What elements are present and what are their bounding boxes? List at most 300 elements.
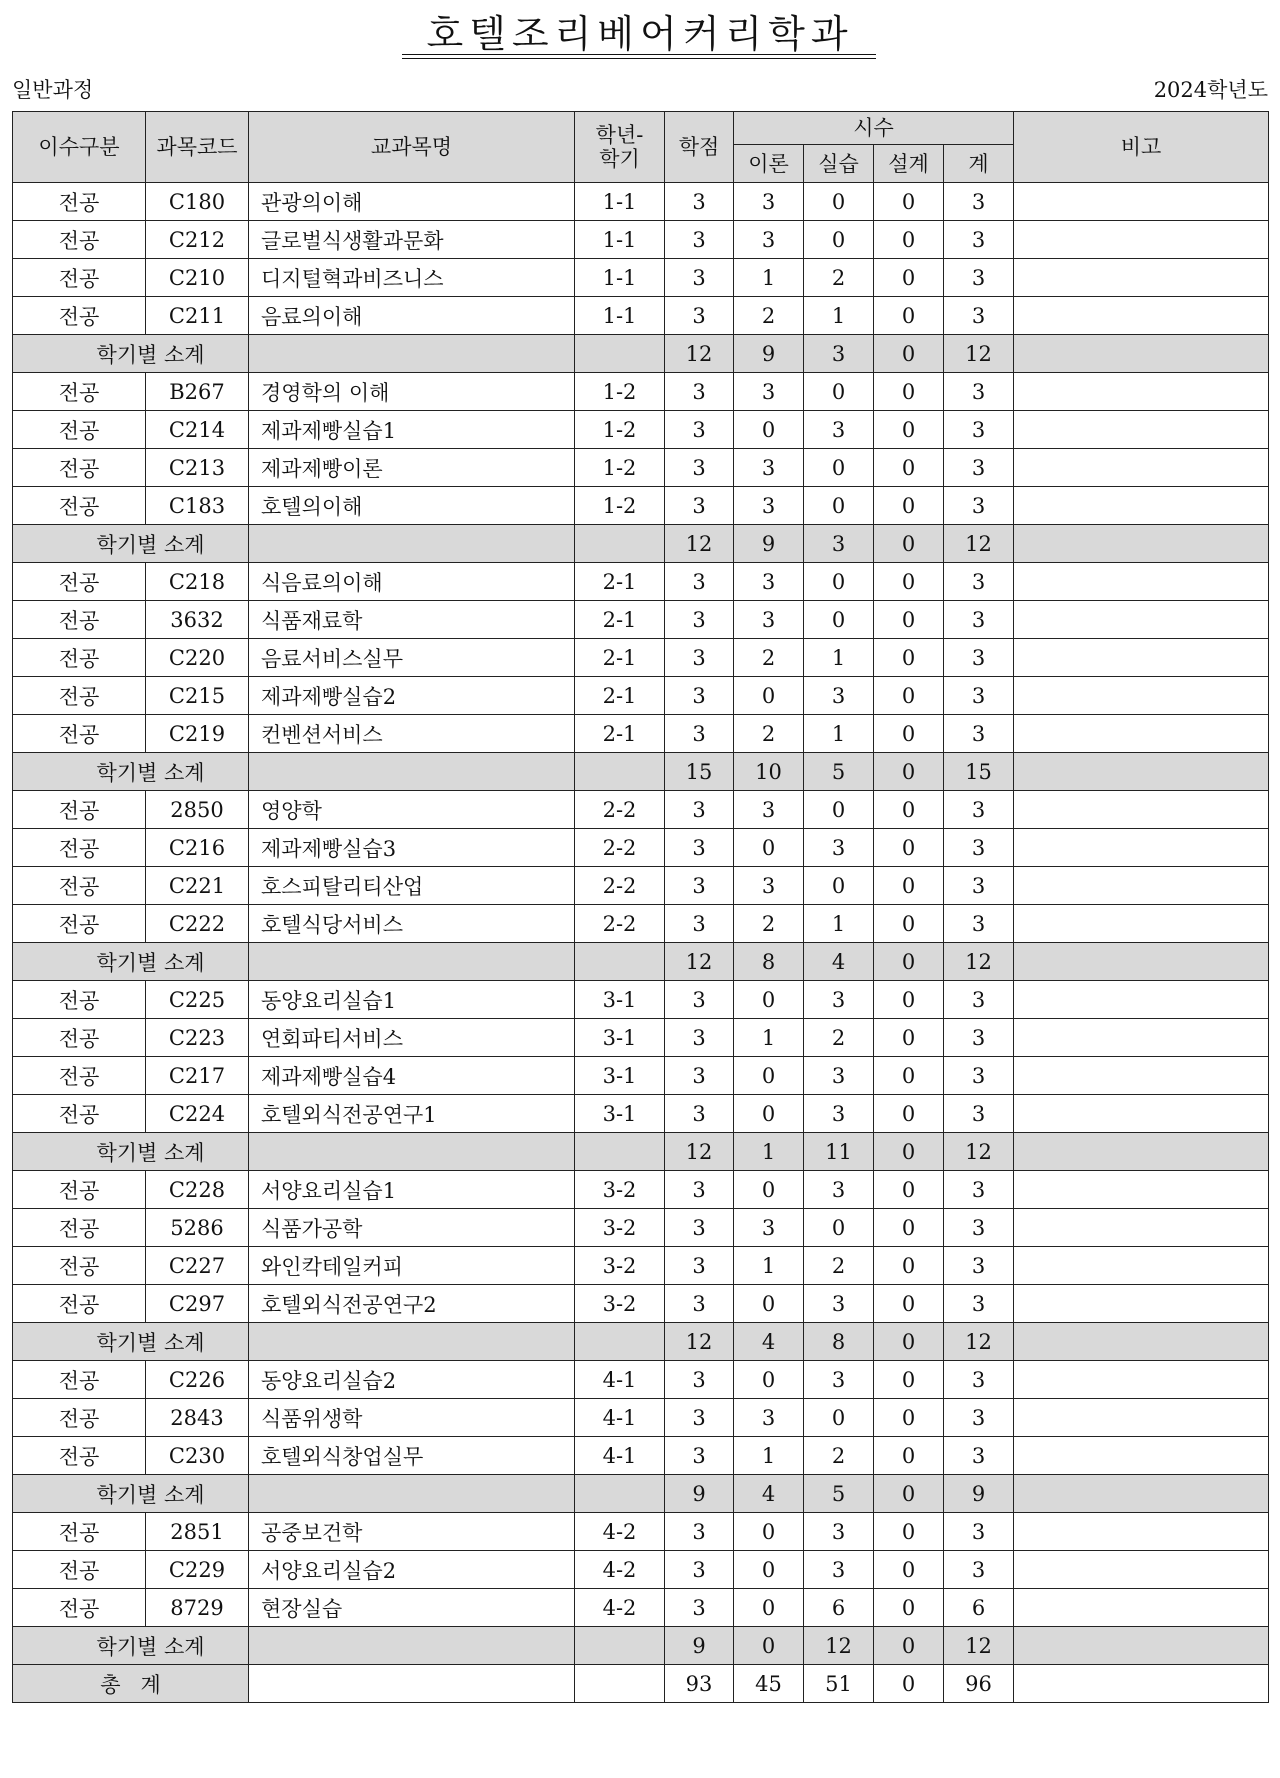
course-credits: 3	[665, 1247, 734, 1285]
subtotal-empty-name	[249, 1627, 575, 1665]
course-year-semester: 3-2	[575, 1247, 665, 1285]
course-name: 경영학의 이해	[249, 373, 575, 411]
subtotal-remarks	[1014, 1133, 1269, 1171]
course-row	[13, 1513, 1269, 1551]
course-total-hours: 3	[944, 221, 1014, 259]
subtotal-practice-hours: 5	[804, 1475, 874, 1513]
course-practice-hours: 3	[804, 1513, 874, 1551]
course-category: 전공	[13, 1285, 146, 1323]
subtotal-practice-hours: 12	[804, 1627, 874, 1665]
course-name: 연회파티서비스	[249, 1019, 575, 1057]
course-name: 음료서비스실무	[249, 639, 575, 677]
course-total-hours: 3	[944, 981, 1014, 1019]
course-category: 전공	[13, 677, 146, 715]
course-code: C211	[146, 297, 249, 335]
course-row	[13, 1019, 1269, 1057]
course-theory-hours: 3	[734, 449, 804, 487]
course-total-hours: 3	[944, 259, 1014, 297]
course-credits: 3	[665, 563, 734, 601]
course-row	[13, 563, 1269, 601]
subtotal-label: 학기별 소계	[13, 1627, 249, 1665]
course-name: 음료의이해	[249, 297, 575, 335]
course-theory-hours: 1	[734, 1247, 804, 1285]
course-remarks	[1014, 829, 1269, 867]
grand-total-label: 총 계	[13, 1665, 249, 1703]
course-category: 전공	[13, 373, 146, 411]
course-credits: 3	[665, 677, 734, 715]
course-category: 전공	[13, 221, 146, 259]
course-design-hours: 0	[874, 373, 944, 411]
course-credits: 3	[665, 829, 734, 867]
subtotal-empty-ys	[575, 943, 665, 981]
subtotal-empty-ys	[575, 1627, 665, 1665]
course-year-semester: 3-1	[575, 1057, 665, 1095]
subtotal-empty-name	[249, 525, 575, 563]
header-code: 과목코드	[146, 112, 249, 183]
course-design-hours: 0	[874, 1095, 944, 1133]
semester-subtotal-row	[13, 1627, 1269, 1665]
curriculum-table	[12, 111, 1269, 1703]
course-theory-hours: 3	[734, 601, 804, 639]
course-practice-hours: 2	[804, 1247, 874, 1285]
academic-year: 2024학년도	[1153, 78, 1268, 102]
course-credits: 3	[665, 791, 734, 829]
course-name: 동양요리실습1	[249, 981, 575, 1019]
course-code: C230	[146, 1437, 249, 1475]
subtotal-theory-hours: 4	[734, 1475, 804, 1513]
course-year-semester: 2-1	[575, 639, 665, 677]
subtotal-empty-name	[249, 943, 575, 981]
subtotal-remarks	[1014, 335, 1269, 373]
course-design-hours: 0	[874, 1285, 944, 1323]
course-category: 전공	[13, 259, 146, 297]
course-practice-hours: 1	[804, 905, 874, 943]
course-code: C226	[146, 1361, 249, 1399]
course-practice-hours: 1	[804, 639, 874, 677]
course-design-hours: 0	[874, 297, 944, 335]
course-row	[13, 1399, 1269, 1437]
course-theory-hours: 3	[734, 373, 804, 411]
course-row	[13, 791, 1269, 829]
course-row	[13, 639, 1269, 677]
course-remarks	[1014, 791, 1269, 829]
course-row	[13, 297, 1269, 335]
grand-theory-hours: 45	[734, 1665, 804, 1703]
course-credits: 3	[665, 601, 734, 639]
course-row	[13, 1437, 1269, 1475]
course-category: 전공	[13, 183, 146, 221]
course-code: 3632	[146, 601, 249, 639]
course-code: 5286	[146, 1209, 249, 1247]
grand-design-hours: 0	[874, 1665, 944, 1703]
course-name: 디지털혁과비즈니스	[249, 259, 575, 297]
course-category: 전공	[13, 1209, 146, 1247]
course-code: B267	[146, 373, 249, 411]
course-category: 전공	[13, 981, 146, 1019]
course-year-semester: 2-2	[575, 791, 665, 829]
course-remarks	[1014, 905, 1269, 943]
subtotal-design-hours: 0	[874, 525, 944, 563]
course-theory-hours: 3	[734, 1399, 804, 1437]
subtotal-label: 학기별 소계	[13, 335, 249, 373]
course-name: 호텔외식창업실무	[249, 1437, 575, 1475]
course-name: 제과제빵이론	[249, 449, 575, 487]
course-category: 전공	[13, 487, 146, 525]
course-code: C222	[146, 905, 249, 943]
subtotal-credits: 12	[665, 1133, 734, 1171]
course-remarks	[1014, 715, 1269, 753]
subtotal-theory-hours: 9	[734, 525, 804, 563]
course-theory-hours: 3	[734, 487, 804, 525]
course-practice-hours: 0	[804, 449, 874, 487]
course-remarks	[1014, 563, 1269, 601]
course-theory-hours: 0	[734, 411, 804, 449]
course-row	[13, 1589, 1269, 1627]
course-practice-hours: 0	[804, 601, 874, 639]
course-year-semester: 3-2	[575, 1171, 665, 1209]
subtotal-remarks	[1014, 753, 1269, 791]
course-year-semester: 1-1	[575, 221, 665, 259]
subtotal-remarks	[1014, 1627, 1269, 1665]
course-year-semester: 2-1	[575, 563, 665, 601]
subtotal-practice-hours: 4	[804, 943, 874, 981]
course-theory-hours: 0	[734, 1361, 804, 1399]
semester-subtotal-row	[13, 1133, 1269, 1171]
course-code: C220	[146, 639, 249, 677]
course-total-hours: 6	[944, 1589, 1014, 1627]
course-remarks	[1014, 601, 1269, 639]
course-credits: 3	[665, 1361, 734, 1399]
course-year-semester: 3-1	[575, 981, 665, 1019]
course-type: 일반과정	[12, 78, 94, 102]
grand-credits: 93	[665, 1665, 734, 1703]
course-row	[13, 1551, 1269, 1589]
course-code: C221	[146, 867, 249, 905]
subtotal-total-hours: 9	[944, 1475, 1014, 1513]
course-remarks	[1014, 639, 1269, 677]
course-remarks	[1014, 1057, 1269, 1095]
course-design-hours: 0	[874, 677, 944, 715]
course-practice-hours: 3	[804, 981, 874, 1019]
course-name: 호텔의이해	[249, 487, 575, 525]
course-code: C215	[146, 677, 249, 715]
course-total-hours: 3	[944, 1247, 1014, 1285]
course-credits: 3	[665, 1513, 734, 1551]
course-category: 전공	[13, 1361, 146, 1399]
subtotal-label: 학기별 소계	[13, 753, 249, 791]
course-year-semester: 2-1	[575, 677, 665, 715]
subtotal-total-hours: 12	[944, 525, 1014, 563]
course-practice-hours: 0	[804, 183, 874, 221]
subtotal-design-hours: 0	[874, 1323, 944, 1361]
course-row	[13, 1285, 1269, 1323]
course-total-hours: 3	[944, 639, 1014, 677]
course-name: 식음료의이해	[249, 563, 575, 601]
grand-total-hours: 96	[944, 1665, 1014, 1703]
course-practice-hours: 2	[804, 1437, 874, 1475]
subtotal-remarks	[1014, 943, 1269, 981]
subtotal-total-hours: 12	[944, 943, 1014, 981]
subtotal-practice-hours: 3	[804, 335, 874, 373]
course-remarks	[1014, 677, 1269, 715]
course-theory-hours: 0	[734, 1513, 804, 1551]
course-row	[13, 981, 1269, 1019]
subtotal-theory-hours: 8	[734, 943, 804, 981]
course-theory-hours: 3	[734, 867, 804, 905]
course-year-semester: 4-2	[575, 1551, 665, 1589]
course-total-hours: 3	[944, 1057, 1014, 1095]
course-total-hours: 3	[944, 1209, 1014, 1247]
course-credits: 3	[665, 639, 734, 677]
course-theory-hours: 0	[734, 981, 804, 1019]
course-design-hours: 0	[874, 259, 944, 297]
header-total: 계	[944, 145, 1014, 183]
course-practice-hours: 0	[804, 1209, 874, 1247]
course-code: C229	[146, 1551, 249, 1589]
course-total-hours: 3	[944, 373, 1014, 411]
course-remarks	[1014, 411, 1269, 449]
course-code: C218	[146, 563, 249, 601]
course-name: 와인칵테일커피	[249, 1247, 575, 1285]
course-category: 전공	[13, 1247, 146, 1285]
course-row	[13, 1095, 1269, 1133]
course-remarks	[1014, 1171, 1269, 1209]
course-practice-hours: 0	[804, 487, 874, 525]
course-practice-hours: 3	[804, 829, 874, 867]
course-category: 전공	[13, 829, 146, 867]
course-category: 전공	[13, 905, 146, 943]
grand-empty-name	[249, 1665, 575, 1703]
course-year-semester: 4-1	[575, 1361, 665, 1399]
subtotal-label: 학기별 소계	[13, 943, 249, 981]
course-name: 식품가공학	[249, 1209, 575, 1247]
course-design-hours: 0	[874, 183, 944, 221]
course-practice-hours: 0	[804, 791, 874, 829]
subtotal-credits: 12	[665, 525, 734, 563]
course-total-hours: 3	[944, 601, 1014, 639]
course-total-hours: 3	[944, 1285, 1014, 1323]
subtotal-theory-hours: 10	[734, 753, 804, 791]
subtotal-practice-hours: 8	[804, 1323, 874, 1361]
course-design-hours: 0	[874, 449, 944, 487]
course-row	[13, 601, 1269, 639]
grand-total-row	[13, 1665, 1269, 1703]
course-category: 전공	[13, 1589, 146, 1627]
course-code: C213	[146, 449, 249, 487]
course-row	[13, 1171, 1269, 1209]
header-credits: 학점	[665, 112, 734, 183]
course-remarks	[1014, 1437, 1269, 1475]
course-remarks	[1014, 259, 1269, 297]
course-year-semester: 3-2	[575, 1285, 665, 1323]
semester-subtotal-row	[13, 1475, 1269, 1513]
course-year-semester: 4-1	[575, 1399, 665, 1437]
course-row	[13, 221, 1269, 259]
course-name: 제과제빵실습1	[249, 411, 575, 449]
course-row	[13, 411, 1269, 449]
course-year-semester: 4-2	[575, 1589, 665, 1627]
course-code: 2843	[146, 1399, 249, 1437]
course-design-hours: 0	[874, 1171, 944, 1209]
header-year-semester: 학년- 학기	[575, 112, 665, 183]
subtotal-design-hours: 0	[874, 943, 944, 981]
course-row	[13, 905, 1269, 943]
course-practice-hours: 0	[804, 867, 874, 905]
subtotal-credits: 12	[665, 335, 734, 373]
course-code: C297	[146, 1285, 249, 1323]
course-design-hours: 0	[874, 601, 944, 639]
subtotal-label: 학기별 소계	[13, 1475, 249, 1513]
course-design-hours: 0	[874, 1399, 944, 1437]
course-total-hours: 3	[944, 867, 1014, 905]
course-name: 제과제빵실습4	[249, 1057, 575, 1095]
course-design-hours: 0	[874, 639, 944, 677]
subtotal-remarks	[1014, 1323, 1269, 1361]
course-design-hours: 0	[874, 1551, 944, 1589]
subtotal-theory-hours: 4	[734, 1323, 804, 1361]
course-theory-hours: 3	[734, 1209, 804, 1247]
course-theory-hours: 1	[734, 1019, 804, 1057]
course-credits: 3	[665, 411, 734, 449]
course-code: C216	[146, 829, 249, 867]
course-code: C214	[146, 411, 249, 449]
course-row	[13, 1209, 1269, 1247]
course-name: 제과제빵실습3	[249, 829, 575, 867]
course-category: 전공	[13, 563, 146, 601]
course-remarks	[1014, 1095, 1269, 1133]
course-credits: 3	[665, 1551, 734, 1589]
course-code: C180	[146, 183, 249, 221]
course-row	[13, 1057, 1269, 1095]
course-year-semester: 2-2	[575, 905, 665, 943]
course-total-hours: 3	[944, 563, 1014, 601]
subtotal-total-hours: 12	[944, 1133, 1014, 1171]
course-total-hours: 3	[944, 677, 1014, 715]
semester-subtotal-row	[13, 1323, 1269, 1361]
course-theory-hours: 0	[734, 829, 804, 867]
course-year-semester: 1-2	[575, 449, 665, 487]
course-year-semester: 1-2	[575, 487, 665, 525]
course-theory-hours: 3	[734, 563, 804, 601]
subtotal-empty-ys	[575, 335, 665, 373]
course-year-semester: 2-2	[575, 867, 665, 905]
course-design-hours: 0	[874, 1589, 944, 1627]
course-year-semester: 3-2	[575, 1209, 665, 1247]
subtotal-total-hours: 12	[944, 1627, 1014, 1665]
course-remarks	[1014, 1361, 1269, 1399]
course-year-semester: 1-1	[575, 183, 665, 221]
course-remarks	[1014, 981, 1269, 1019]
course-code: C219	[146, 715, 249, 753]
course-credits: 3	[665, 1437, 734, 1475]
course-practice-hours: 3	[804, 411, 874, 449]
course-year-semester: 1-1	[575, 259, 665, 297]
course-category: 전공	[13, 601, 146, 639]
course-row	[13, 183, 1269, 221]
course-remarks	[1014, 1513, 1269, 1551]
course-year-semester: 2-1	[575, 715, 665, 753]
subtotal-empty-name	[249, 753, 575, 791]
course-name: 호텔식당서비스	[249, 905, 575, 943]
grand-empty-ys	[575, 1665, 665, 1703]
course-name: 글로벌식생활과문화	[249, 221, 575, 259]
course-name: 컨벤션서비스	[249, 715, 575, 753]
course-name: 동양요리실습2	[249, 1361, 575, 1399]
course-row	[13, 1361, 1269, 1399]
course-theory-hours: 3	[734, 791, 804, 829]
course-credits: 3	[665, 1095, 734, 1133]
course-design-hours: 0	[874, 829, 944, 867]
course-category: 전공	[13, 1399, 146, 1437]
subtotal-total-hours: 12	[944, 335, 1014, 373]
subtotal-design-hours: 0	[874, 1475, 944, 1513]
course-credits: 3	[665, 373, 734, 411]
semester-subtotal-row	[13, 753, 1269, 791]
course-theory-hours: 0	[734, 1095, 804, 1133]
course-credits: 3	[665, 1171, 734, 1209]
course-theory-hours: 0	[734, 1589, 804, 1627]
course-remarks	[1014, 183, 1269, 221]
course-theory-hours: 0	[734, 1171, 804, 1209]
course-code: C217	[146, 1057, 249, 1095]
course-category: 전공	[13, 791, 146, 829]
subtotal-design-hours: 0	[874, 1133, 944, 1171]
course-credits: 3	[665, 1209, 734, 1247]
course-credits: 3	[665, 867, 734, 905]
course-theory-hours: 2	[734, 297, 804, 335]
course-year-semester: 4-2	[575, 1513, 665, 1551]
course-category: 전공	[13, 639, 146, 677]
subtotal-theory-hours: 0	[734, 1627, 804, 1665]
course-code: C210	[146, 259, 249, 297]
semester-subtotal-row	[13, 525, 1269, 563]
course-total-hours: 3	[944, 449, 1014, 487]
curriculum-body	[13, 183, 1269, 1703]
subtotal-label: 학기별 소계	[13, 1323, 249, 1361]
course-name: 서양요리실습1	[249, 1171, 575, 1209]
course-year-semester: 2-1	[575, 601, 665, 639]
course-code: 8729	[146, 1589, 249, 1627]
course-theory-hours: 2	[734, 639, 804, 677]
course-theory-hours: 3	[734, 221, 804, 259]
course-credits: 3	[665, 183, 734, 221]
course-year-semester: 4-1	[575, 1437, 665, 1475]
course-name: 제과제빵실습2	[249, 677, 575, 715]
subtotal-design-hours: 0	[874, 335, 944, 373]
course-credits: 3	[665, 1057, 734, 1095]
course-category: 전공	[13, 1513, 146, 1551]
course-name: 서양요리실습2	[249, 1551, 575, 1589]
semester-subtotal-row	[13, 335, 1269, 373]
header-design: 설계	[874, 145, 944, 183]
course-total-hours: 3	[944, 905, 1014, 943]
course-total-hours: 3	[944, 715, 1014, 753]
course-credits: 3	[665, 487, 734, 525]
course-row	[13, 259, 1269, 297]
course-credits: 3	[665, 297, 734, 335]
course-category: 전공	[13, 1171, 146, 1209]
course-row	[13, 1247, 1269, 1285]
course-credits: 3	[665, 449, 734, 487]
course-design-hours: 0	[874, 867, 944, 905]
course-category: 전공	[13, 715, 146, 753]
course-category: 전공	[13, 1095, 146, 1133]
header-remarks: 비고	[1014, 112, 1269, 183]
course-code: 2850	[146, 791, 249, 829]
subtotal-empty-ys	[575, 1323, 665, 1361]
course-category: 전공	[13, 1437, 146, 1475]
course-theory-hours: 1	[734, 259, 804, 297]
